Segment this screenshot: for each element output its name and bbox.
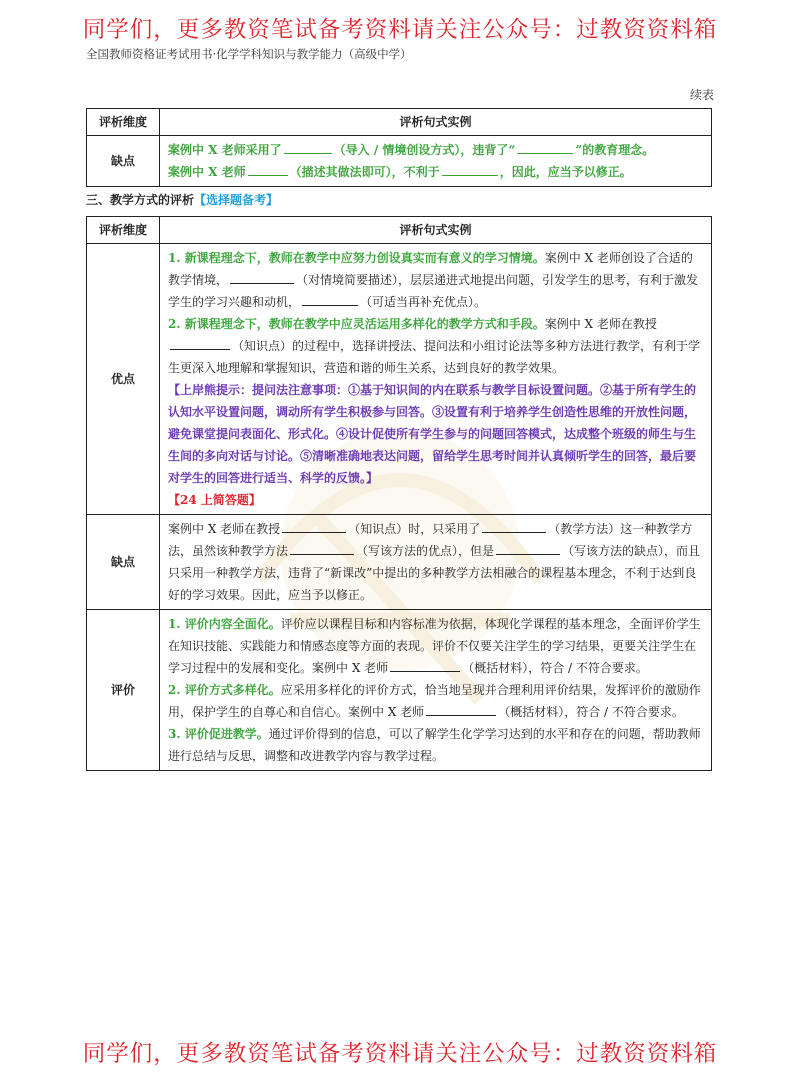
- fill-blank: [390, 658, 460, 672]
- row-dimension: 评价: [87, 610, 160, 771]
- table-row-disadvantages: [87, 515, 712, 610]
- fill-blank: [282, 519, 346, 533]
- col-header-dimension: 评析维度: [87, 217, 160, 244]
- top-banner: 同学们，更多教资笔试备考资料请关注公众号：过教资资料箱: [82, 17, 718, 43]
- col-header-examples: 评析句式实例: [160, 217, 712, 244]
- row-content: [160, 515, 712, 610]
- text-segment: 案例中 X 老师: [168, 165, 246, 179]
- fill-blank: [302, 292, 358, 306]
- text-segment: （导入 / 情境创设方式），违背了“: [333, 143, 516, 157]
- fill-blank: [248, 162, 288, 176]
- fill-blank: [290, 541, 354, 555]
- text-segment: （可适当再补充优点）。: [360, 295, 487, 309]
- text-segment: 评价应以课程目标和内容标准为依据，体现化学课程的基本理念，全面评价学生在知识技能、实践能力和情感态度等方面的表现。评价不仅要关注学生的学习结果，更要关注学生在学习过程中的发展和变化。案例中 X 老师: [168, 617, 701, 675]
- col-header-examples: 评析句式实例: [160, 109, 712, 136]
- row-dimension: 缺点: [87, 515, 160, 610]
- table-row: [87, 136, 712, 187]
- fill-blank: [442, 162, 498, 176]
- text-segment: 通过评价得到的信息，可以了解学生化学学习达到的水平和存在的问题，帮助教师进行总结与反思，调整和改进教学内容与教学过程。: [168, 727, 701, 763]
- exam-tag: 【24 上简答题】: [168, 493, 261, 507]
- table-continued: [86, 108, 712, 187]
- col-header-dimension: 评析维度: [87, 109, 160, 136]
- text-segment: 案例中 X 老师在教授: [168, 522, 281, 536]
- row-content: [160, 610, 712, 771]
- point-heading: 3. 评价促进教学。: [168, 727, 269, 741]
- table-row-evaluation: [87, 610, 712, 771]
- text-segment: ”的教育理念。: [575, 143, 655, 157]
- text-segment: 案例中 X 老师在教授: [544, 317, 657, 331]
- fill-blank: [496, 541, 560, 555]
- point-heading: 1. 评价内容全面化。: [168, 617, 281, 631]
- text-segment: （教学方法）这一种教学方法，虽然该种教学方法: [168, 522, 693, 558]
- continued-label: 续表: [689, 88, 714, 102]
- fill-blank: [170, 336, 230, 350]
- text-segment: （写该方法的优点），但是: [356, 544, 495, 558]
- row-content: [160, 244, 712, 515]
- point-heading: 1. 新课程理念下，教师在教学中应努力创设真实而有意义的学习情境。: [168, 251, 545, 265]
- fill-blank: [230, 270, 294, 284]
- fill-blank: [426, 702, 496, 716]
- text-segment: （知识点）时，只采用了: [348, 522, 481, 536]
- text-segment: 案例中 X 老师采用了: [168, 143, 282, 157]
- tip-box: 【上岸熊提示：提问法注意事项：①基于知识间的内在联系与教学目标设置问题。②基于所有学生的认知水平设置问题，调动所有学生积极参与回答。③设置有利于培养学生创造性思维的开放性问题，避免课堂提问表面化、形式化。④设计促使所有学生参与的问题回答模式，达成整个班级的师生与生生间的多向对话与讨论。⑤清晰准确地表达问题，留给学生思考时间并认真倾听学生的回答，最后要对学生的回答进行适当、科学的反馈。】: [168, 383, 697, 485]
- fill-blank: [284, 140, 332, 154]
- bottom-banner: 同学们，更多教资笔试备考资料请关注公众号：过教资资料箱: [82, 1041, 718, 1067]
- text-segment: （概括材料），符合 / 不符合要求。: [498, 705, 684, 719]
- row-dimension: 缺点: [87, 136, 160, 187]
- text-segment: （知识点）的过程中，选择讲授法、提问法和小组讨论法等多种方法进行教学，有利于学生更深入地理解和掌握知识，营造和谐的师生关系，达到良好的教学效果。: [168, 339, 701, 375]
- section-heading: [86, 191, 278, 208]
- fill-blank: [482, 519, 546, 533]
- text-segment: 案例中 X 老师创设了合适的教学情境，: [168, 251, 693, 287]
- fill-blank: [517, 140, 573, 154]
- row-content: [160, 136, 712, 187]
- section-title: 三、教学方式的评析: [86, 193, 195, 207]
- section-tag: 【选择题备考】: [194, 193, 279, 207]
- text-segment: 应采用多样化的评价方式，恰当地呈现并合理利用评价结果，发挥评价的激励作用，保护学生的自尊心和自信心。案例中 X 老师: [168, 683, 701, 719]
- text-segment: ，因此，应当予以修正。: [499, 165, 632, 179]
- table-row-advantages: [87, 244, 712, 515]
- text-segment: （概括材料），符合 / 不符合要求。: [462, 661, 648, 675]
- book-subtitle: 全国教师资格证考试用书·化学学科知识与教学能力（高级中学）: [86, 47, 412, 61]
- row-dimension: 优点: [87, 244, 160, 515]
- table-teaching-methods: [86, 216, 712, 771]
- point-heading: 2. 新课程理念下，教师在教学中应灵活运用多样化的教学方式和手段。: [168, 317, 545, 331]
- text-segment: （描述其做法即可），不利于: [289, 165, 440, 179]
- point-heading: 2. 评价方式多样化。: [168, 683, 281, 697]
- text-segment: （对情境简要描述），层层递进式地提出问题，引发学生的思考，有利于激发学生的学习兴趣和动机，: [168, 273, 699, 309]
- text-segment: （写该方法的缺点），而且只采用一种教学方法，违背了“新课改”中提出的多种教学方法相融合的课程基本理念，不利于达到良好的学习效果。因此，应当予以修正。: [168, 544, 701, 602]
